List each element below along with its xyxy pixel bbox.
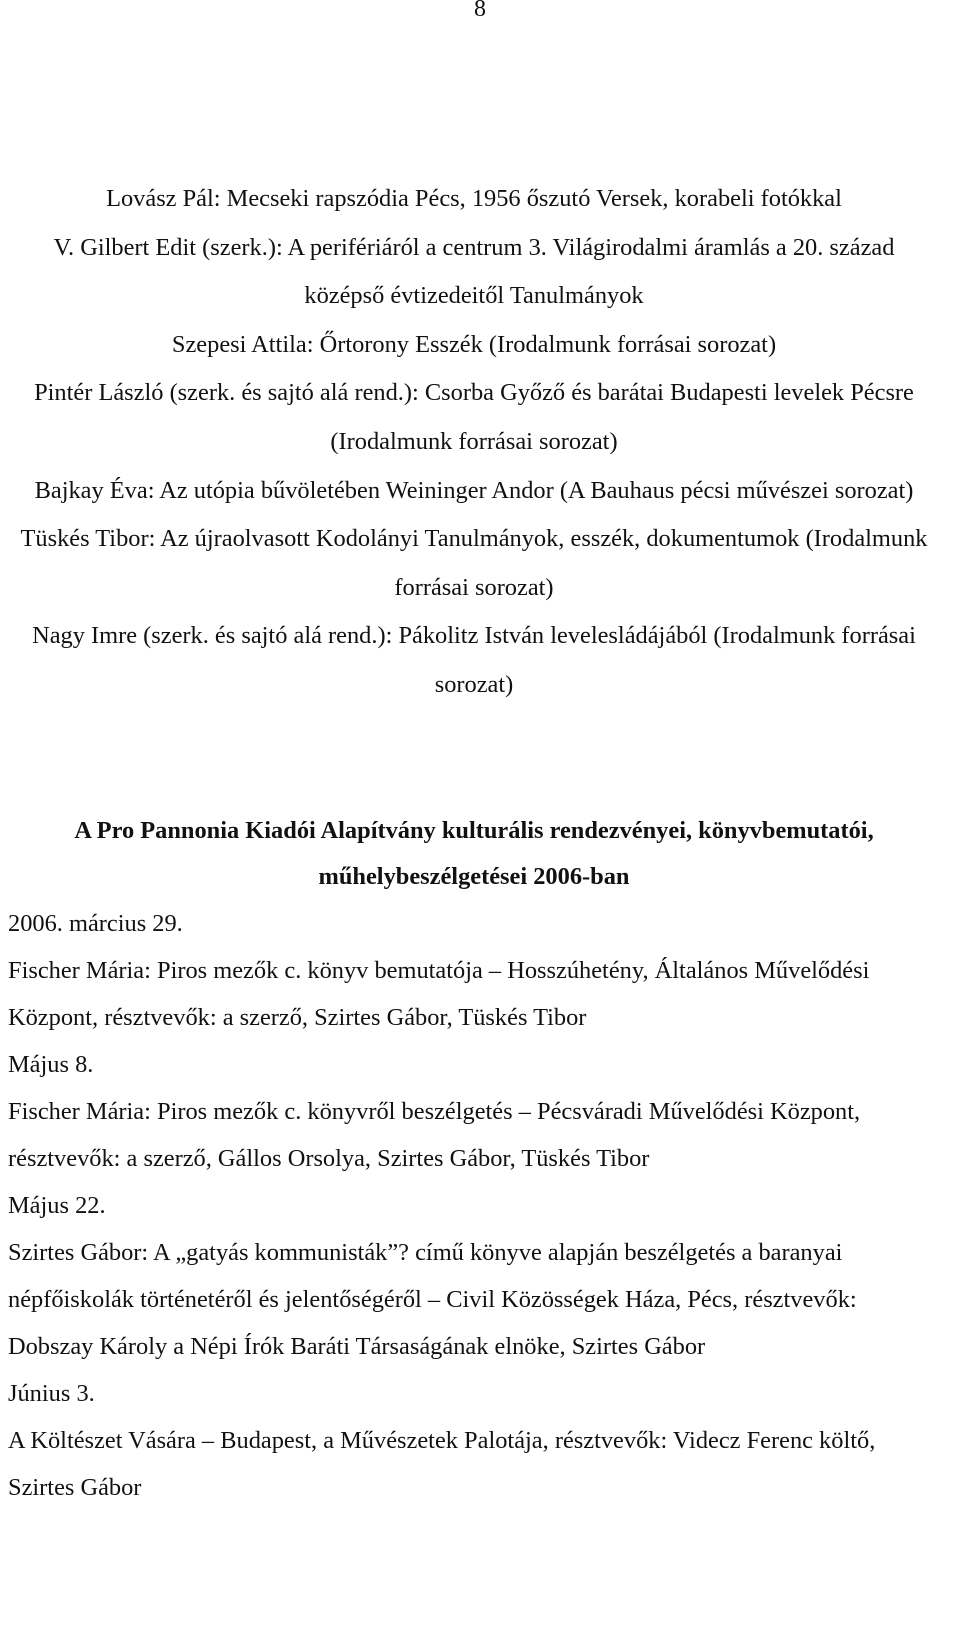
book-list-item: Bajkay Éva: Az utópia bűvöletében Weininger Andor (A Bauhaus pécsi művészei sorozat) <box>34 476 914 504</box>
book-list-item: Lovász Pál: Mecseki rapszódia Pécs, 1956 őszutó Versek, korabeli fotókkal <box>106 185 842 212</box>
event-item <box>8 900 908 1041</box>
book-list-item: Tüskés Tibor: Az újraolvasott Kodolányi Tanulmányok, esszék, dokumentumok (Irodalmunk forrásai sorozat) <box>20 525 928 601</box>
event-date: Június 3. <box>8 1380 95 1407</box>
book-list-item: V. Gilbert Edit (szerk.): A perifériáról a centrum 3. Világirodalmi áramlás a 20. század középső évtizedeitől Tanulmányok <box>53 233 895 310</box>
book-list <box>0 175 948 710</box>
page-number: 8 <box>474 0 486 22</box>
event-date: Május 8. <box>8 1051 94 1078</box>
event-item <box>8 1041 908 1182</box>
event-list <box>8 900 908 1511</box>
event-item <box>8 1370 908 1511</box>
event-description: Szirtes Gábor: A „gatyás kommunisták”? című könyve alapján beszélgetés a baranyai népfőiskolák történetéről és jelentőségéről – Civil Közösségek Háza, Pécs, résztvevők: Dobszay Károly a Népi Írók Baráti Társaságának elnöke, Szirtes Gábor <box>8 1239 857 1360</box>
book-list-item: Szepesi Attila: Őrtorony Esszék (Irodalmunk forrásai sorozat) <box>171 330 777 358</box>
section-title: A Pro Pannonia Kiadói Alapítvány kulturális rendezvényei, könyvbemutatói, műhelybeszélgetései 2006-ban <box>74 817 874 890</box>
event-description: A Költészet Vására – Budapest, a Művészetek Palotája, résztvevők: Videcz Ferenc költő, Szirtes Gábor <box>8 1427 876 1501</box>
event-item <box>8 1182 908 1370</box>
event-description: Fischer Mária: Piros mezők c. könyvről beszélgetés – Pécsváradi Művelődési Központ, résztvevők: a szerző, Gállos Orsolya, Szirtes Gábor, Tüskés Tibor <box>8 1098 861 1172</box>
book-list-item: Pintér László (szerk. és sajtó alá rend.): Csorba Győző és barátai Budapesti levelek Pécsre (Irodalmunk forrásai sorozat) <box>34 379 914 455</box>
event-description: Fischer Mária: Piros mezők c. könyv bemutatója – Hosszúhetény, Általános Művelődési Központ, résztvevők: a szerző, Szirtes Gábor, Tüskés Tibor <box>8 957 870 1031</box>
event-date: Május 22. <box>8 1192 106 1219</box>
event-date: 2006. március 29. <box>8 910 183 937</box>
book-list-item: Nagy Imre (szerk. és sajtó alá rend.): Pákolitz István levelesládájából (Irodalmunk forrásai sorozat) <box>32 622 916 698</box>
